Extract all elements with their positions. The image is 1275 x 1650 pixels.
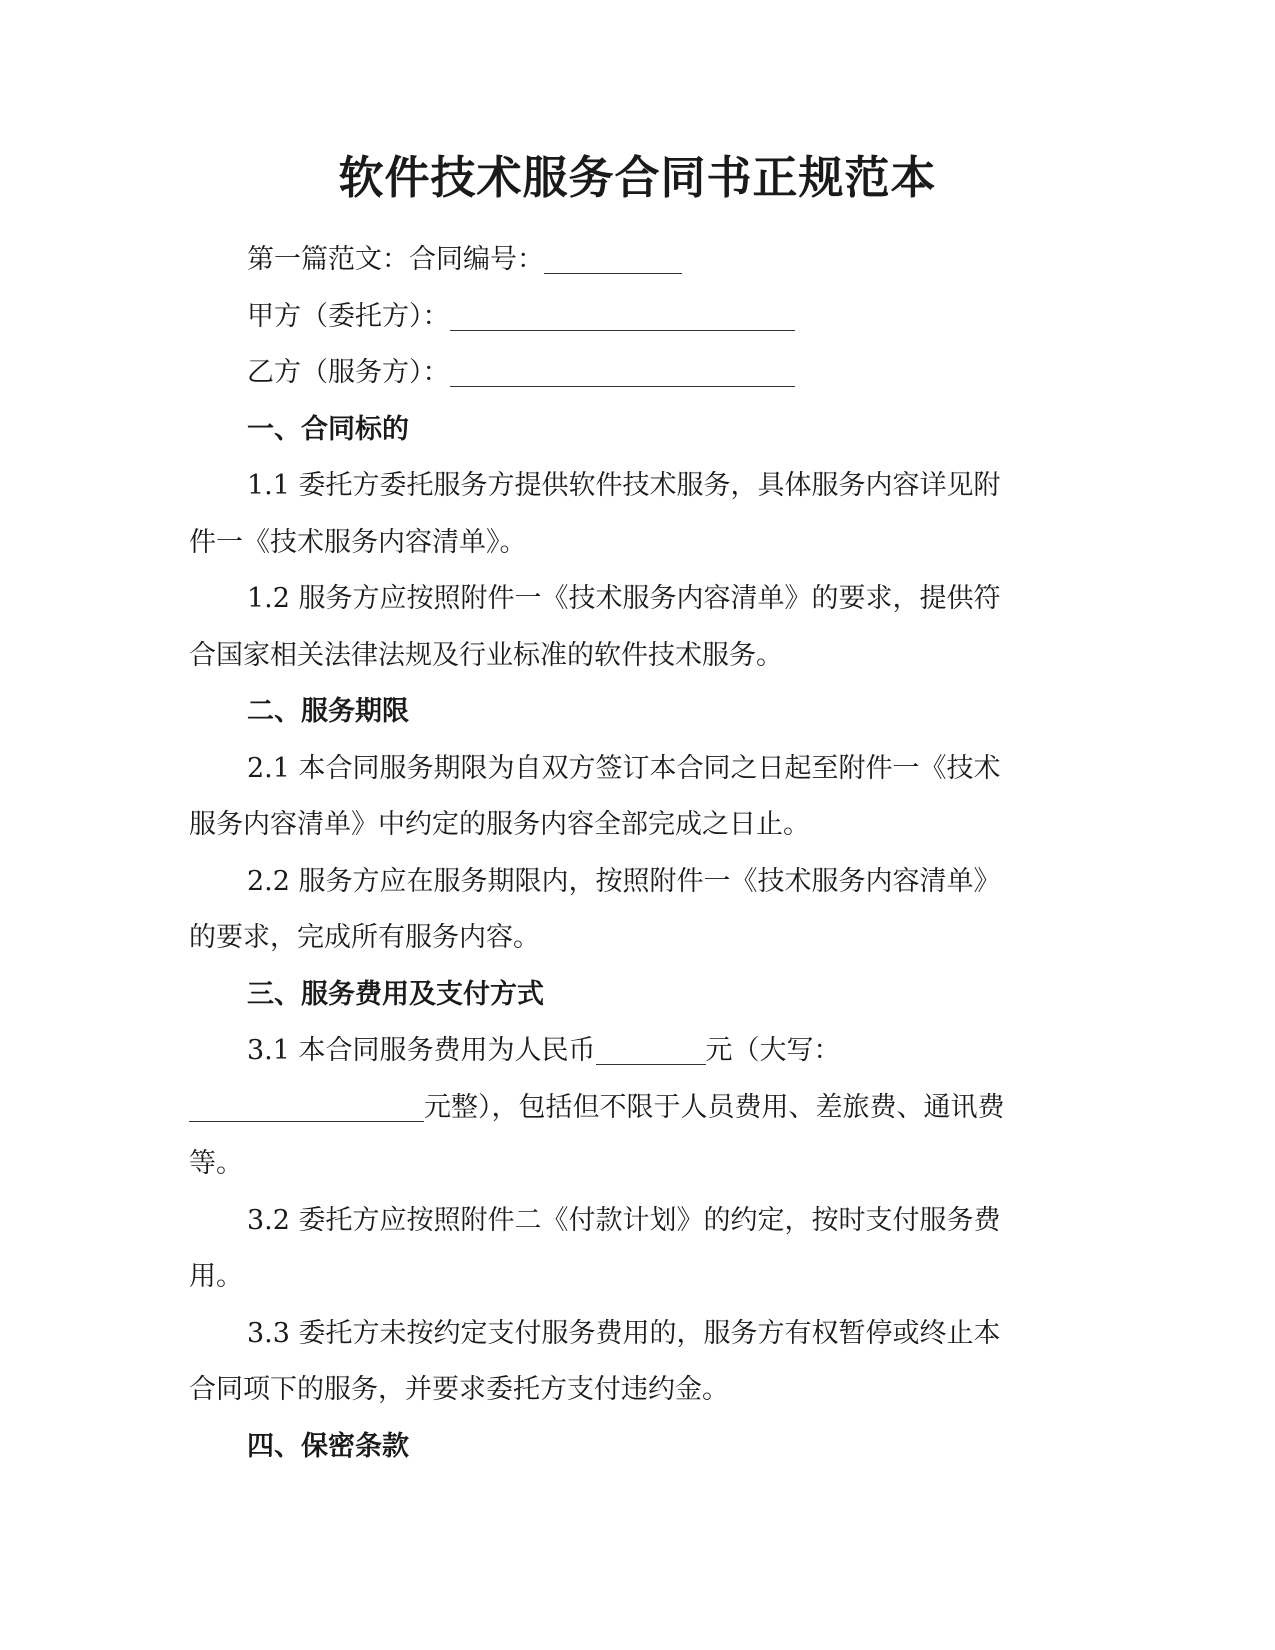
fee-amount-blank[interactable] <box>596 1034 706 1065</box>
party-b-line <box>189 345 1079 402</box>
paragraph-line: 3.3 委托方未按约定支付服务费用的，服务方有权暂停或终止本 <box>247 1317 1001 1349</box>
section-heading-1: 一、合同标的 <box>247 413 409 445</box>
paragraph-line: 2.2 服务方应在服务期限内，按照附件一《技术服务内容清单》 <box>247 865 1001 897</box>
document-body <box>189 232 1079 1475</box>
party-a-line <box>189 289 1079 346</box>
paragraph-line: 1.1 委托方委托服务方提供软件技术服务，具体服务内容详见附 <box>247 470 1001 501</box>
contract-number-label: 第一篇范文：合同编号： <box>247 244 544 275</box>
paragraph-line: 合同项下的服务，并要求委托方支付违约金。 <box>189 1374 729 1405</box>
paragraph-line: 用。 <box>189 1261 243 1292</box>
paragraph-line: 的要求，完成所有服务内容。 <box>189 922 540 953</box>
fee-uppercase-text: 元整），包括但不限于人员费用、差旅费、通讯费 <box>424 1091 1005 1123</box>
fee-line <box>189 1023 1079 1080</box>
party-b-label: 乙方（服务方）： <box>247 357 450 388</box>
party-a-label: 甲方（委托方）： <box>247 300 450 332</box>
paragraph-line: 1.2 服务方应按照附件一《技术服务内容清单》的要求，提供符 <box>247 583 1001 614</box>
paragraph-line: 件一《技术服务内容清单》。 <box>189 526 527 558</box>
fee-text-start: 3.1 本合同服务费用为人民币 <box>247 1035 596 1066</box>
section-heading-2: 二、服务期限 <box>247 696 409 727</box>
document-title: 软件技术服务合同书正规范本 <box>338 151 937 204</box>
fee-uppercase-line <box>189 1080 1079 1137</box>
party-b-blank[interactable] <box>450 356 795 387</box>
paragraph-line: 3.2 委托方应按照附件二《付款计划》的约定，按时支付服务费 <box>247 1204 1001 1236</box>
paragraph-line: 合国家相关法律法规及行业标准的软件技术服务。 <box>189 639 783 671</box>
paragraph-line: 等。 <box>189 1148 243 1179</box>
fee-uppercase-blank[interactable] <box>189 1091 424 1122</box>
paragraph-line: 服务内容清单》中约定的服务内容全部完成之日止。 <box>189 809 810 840</box>
section-heading-3: 三、服务费用及支付方式 <box>247 978 544 1010</box>
paragraph-line: 2.1 本合同服务期限为自双方签订本合同之日起至附件一《技术 <box>247 752 1001 784</box>
contract-number-line <box>189 232 1079 289</box>
fee-text-end: 元（大写： <box>705 1035 841 1066</box>
contract-number-blank[interactable] <box>544 243 682 274</box>
section-heading-4: 四、保密条款 <box>247 1430 409 1462</box>
party-a-blank[interactable] <box>450 300 795 331</box>
